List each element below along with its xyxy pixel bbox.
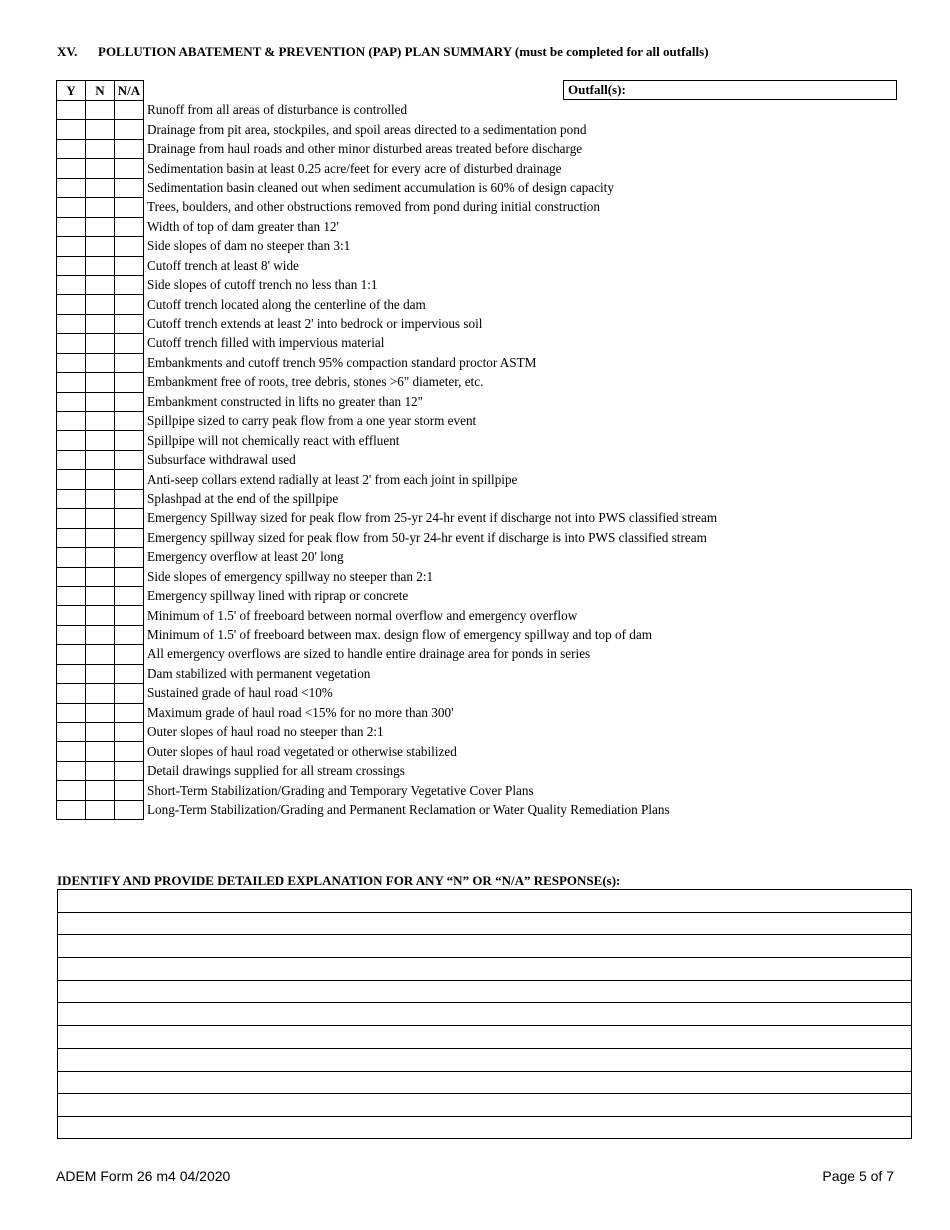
checklist-row [57, 412, 718, 431]
checkbox-no[interactable] [86, 295, 115, 314]
checkbox-na[interactable] [115, 159, 144, 178]
checkbox-no[interactable] [86, 353, 115, 372]
section-heading: POLLUTION ABATEMENT & PREVENTION (PAP) PLAN SUMMARY (must be completed for all outfalls) [98, 44, 709, 59]
checklist-item-label: Minimum of 1.5' of freeboard between max. design flow of emergency spillway and top of dam [147, 627, 652, 643]
checkbox-na[interactable] [115, 489, 144, 508]
checkbox-na[interactable] [115, 373, 144, 392]
checklist-row [57, 489, 718, 508]
checkbox-na[interactable] [115, 139, 144, 158]
checklist-row [57, 509, 718, 528]
checkbox-no[interactable] [86, 373, 115, 392]
checkbox-yes[interactable] [57, 645, 86, 664]
checkbox-yes[interactable] [57, 159, 86, 178]
checklist-item-label: Spillpipe will not chemically react with effluent [147, 432, 400, 448]
checklist-row [57, 450, 718, 469]
checklist-item-label: Minimum of 1.5' of freeboard between normal overflow and emergency overflow [147, 607, 578, 623]
checklist-row [57, 295, 718, 314]
checklist-row [57, 139, 718, 158]
checklist-item-label: Emergency overflow at least 20' long [147, 549, 344, 565]
checkbox-no[interactable] [86, 586, 115, 605]
checklist-row [57, 586, 718, 605]
checkbox-no[interactable] [86, 723, 115, 742]
checkbox-na[interactable] [115, 275, 144, 294]
explanation-line[interactable] [58, 1003, 911, 1026]
checkbox-no[interactable] [86, 684, 115, 703]
checklist-item-label: Drainage from pit area, stockpiles, and spoil areas directed to a sedimentation pond [147, 121, 587, 137]
checklist-item-label: All emergency overflows are sized to handle entire drainage area for ponds in series [147, 646, 591, 662]
explanation-line[interactable] [58, 958, 911, 981]
checkbox-yes[interactable] [57, 139, 86, 158]
checklist-item-label: Side slopes of cutoff trench no less than 1:1 [147, 277, 378, 293]
checkbox-yes[interactable] [57, 412, 86, 431]
checkbox-na[interactable] [115, 412, 144, 431]
checklist-row [57, 703, 718, 722]
checkbox-yes[interactable] [57, 334, 86, 353]
outfall-label: Outfall(s): [568, 82, 626, 97]
checklist-item-label: Detail drawings supplied for all stream crossings [147, 763, 405, 779]
checkbox-no[interactable] [86, 470, 115, 489]
checklist-row [57, 781, 718, 800]
checkbox-no[interactable] [86, 431, 115, 450]
checkbox-yes[interactable] [57, 684, 86, 703]
checkbox-na[interactable] [115, 198, 144, 217]
explanation-line[interactable] [58, 1072, 911, 1095]
checkbox-yes[interactable] [57, 800, 86, 819]
checklist-row [57, 198, 718, 217]
checklist-item-label: Splashpad at the end of the spillpipe [147, 490, 339, 506]
checkbox-yes[interactable] [57, 470, 86, 489]
header-na: N/A [115, 81, 144, 101]
checkbox-yes[interactable] [57, 353, 86, 372]
checkbox-yes[interactable] [57, 392, 86, 411]
explanation-line[interactable] [58, 935, 911, 958]
checklist-row [57, 528, 718, 547]
checkbox-na[interactable] [115, 761, 144, 780]
pap-checklist-table [56, 80, 718, 820]
checkbox-no[interactable] [86, 198, 115, 217]
checkbox-na[interactable] [115, 703, 144, 722]
checkbox-no[interactable] [86, 139, 115, 158]
checkbox-na[interactable] [115, 606, 144, 625]
checkbox-yes[interactable] [57, 664, 86, 683]
checklist-item-label: Long-Term Stabilization/Grading and Permanent Reclamation or Water Quality Remediation Plans [147, 801, 670, 817]
checkbox-yes[interactable] [57, 120, 86, 139]
checkbox-yes[interactable] [57, 314, 86, 333]
checkbox-na[interactable] [115, 664, 144, 683]
checkbox-no[interactable] [86, 548, 115, 567]
checkbox-no[interactable] [86, 509, 115, 528]
checkbox-no[interactable] [86, 761, 115, 780]
checkbox-na[interactable] [115, 742, 144, 761]
explanation-line[interactable] [58, 1094, 911, 1117]
checklist-item-label: Side slopes of emergency spillway no steeper than 2:1 [147, 568, 434, 584]
checkbox-na[interactable] [115, 586, 144, 605]
checklist-row [57, 800, 718, 819]
checklist-item-label: Embankment free of roots, tree debris, stones >6" diameter, etc. [147, 374, 484, 390]
checklist-row [57, 373, 718, 392]
header-yes: Y [57, 81, 86, 101]
checkbox-no[interactable] [86, 159, 115, 178]
checkbox-na[interactable] [115, 684, 144, 703]
explanation-line[interactable] [58, 890, 911, 913]
checklist-row [57, 684, 718, 703]
checkbox-na[interactable] [115, 295, 144, 314]
checkbox-yes[interactable] [57, 586, 86, 605]
checkbox-na[interactable] [115, 392, 144, 411]
checkbox-na[interactable] [115, 509, 144, 528]
checkbox-yes[interactable] [57, 606, 86, 625]
checklist-item-label: Outer slopes of haul road no steeper than 2:1 [147, 724, 384, 740]
checkbox-no[interactable] [86, 800, 115, 819]
checklist-row [57, 392, 718, 411]
checkbox-na[interactable] [115, 548, 144, 567]
checkbox-yes[interactable] [57, 742, 86, 761]
checkbox-no[interactable] [86, 412, 115, 431]
checkbox-yes[interactable] [57, 237, 86, 256]
checklist-item-label: Drainage from haul roads and other minor disturbed areas treated before discharge [147, 141, 583, 157]
checkbox-yes[interactable] [57, 567, 86, 586]
checkbox-yes[interactable] [57, 275, 86, 294]
checklist-row [57, 548, 718, 567]
checklist-item-label: Emergency Spillway sized for peak flow from 25-yr 24-hr event if discharge not into PWS classified stream [147, 510, 718, 526]
checkbox-na[interactable] [115, 781, 144, 800]
checklist-row [57, 237, 718, 256]
checkbox-na[interactable] [115, 120, 144, 139]
checklist-item-label: Spillpipe sized to carry peak flow from a one year storm event [147, 413, 477, 429]
checkbox-no[interactable] [86, 334, 115, 353]
checkbox-yes[interactable] [57, 431, 86, 450]
checklist-item-label: Cutoff trench extends at least 2' into bedrock or impervious soil [147, 316, 483, 332]
checklist-item-label: Sustained grade of haul road <10% [147, 685, 333, 701]
checklist-item-label: Emergency spillway sized for peak flow from 50-yr 24-hr event if discharge is into PWS classified stream [147, 529, 707, 545]
checkbox-na[interactable] [115, 723, 144, 742]
checkbox-yes[interactable] [57, 781, 86, 800]
checkbox-yes[interactable] [57, 528, 86, 547]
section-number: XV. [57, 44, 78, 59]
checklist-row [57, 314, 718, 333]
checkbox-no[interactable] [86, 664, 115, 683]
checkbox-no[interactable] [86, 275, 115, 294]
checklist-row [57, 353, 718, 372]
checklist-item-label: Side slopes of dam no steeper than 3:1 [147, 238, 351, 254]
checkbox-na[interactable] [115, 645, 144, 664]
checklist-row [57, 625, 718, 644]
checkbox-no[interactable] [86, 625, 115, 644]
checkbox-no[interactable] [86, 101, 115, 120]
checklist-row [57, 664, 718, 683]
checklist-item-label: Trees, boulders, and other obstructions removed from pond during initial construction [147, 199, 600, 215]
checkbox-yes[interactable] [57, 509, 86, 528]
checklist-item-label: Width of top of dam greater than 12' [147, 218, 339, 234]
checkbox-yes[interactable] [57, 178, 86, 197]
checkbox-yes[interactable] [57, 548, 86, 567]
checklist-item-label: Outer slopes of haul road vegetated or otherwise stabilized [147, 743, 457, 759]
checkbox-no[interactable] [86, 742, 115, 761]
checklist-row [57, 567, 718, 586]
checklist-item-label: Maximum grade of haul road <15% for no more than 300' [147, 704, 454, 720]
checklist-item-label: Runoff from all areas of disturbance is controlled [147, 102, 408, 118]
checkbox-yes[interactable] [57, 198, 86, 217]
checklist-row [57, 606, 718, 625]
checkbox-na[interactable] [115, 450, 144, 469]
checklist-item-label: Emergency spillway lined with riprap or concrete [147, 588, 409, 604]
checklist-item-label: Cutoff trench located along the centerline of the dam [147, 296, 426, 312]
checklist-item-label: Cutoff trench at least 8' wide [147, 257, 299, 273]
checkbox-yes[interactable] [57, 217, 86, 236]
checklist-row [57, 431, 718, 450]
checkbox-na[interactable] [115, 625, 144, 644]
checkbox-no[interactable] [86, 120, 115, 139]
checkbox-no[interactable] [86, 645, 115, 664]
checkbox-no[interactable] [86, 606, 115, 625]
checkbox-yes[interactable] [57, 256, 86, 275]
checklist-row [57, 159, 718, 178]
checkbox-no[interactable] [86, 489, 115, 508]
checkbox-yes[interactable] [57, 295, 86, 314]
checkbox-no[interactable] [86, 237, 115, 256]
checkbox-yes[interactable] [57, 489, 86, 508]
checkbox-yes[interactable] [57, 625, 86, 644]
header-no: N [86, 81, 115, 101]
checkbox-na[interactable] [115, 431, 144, 450]
checkbox-no[interactable] [86, 703, 115, 722]
checklist-row [57, 217, 718, 236]
checkbox-na[interactable] [115, 800, 144, 819]
checklist-row [57, 723, 718, 742]
checkbox-no[interactable] [86, 567, 115, 586]
checkbox-yes[interactable] [57, 723, 86, 742]
checkbox-na[interactable] [115, 334, 144, 353]
checkbox-na[interactable] [115, 314, 144, 333]
checklist-item-label: Sedimentation basin at least 0.25 acre/feet for every acre of disturbed drainage [147, 160, 562, 176]
checkbox-na[interactable] [115, 528, 144, 547]
checkbox-na[interactable] [115, 101, 144, 120]
checkbox-no[interactable] [86, 392, 115, 411]
checklist-row [57, 120, 718, 139]
section-title [57, 44, 709, 60]
checkbox-no[interactable] [86, 256, 115, 275]
checkbox-yes[interactable] [57, 703, 86, 722]
form-number: ADEM Form 26 m4 04/2020 [56, 1168, 231, 1184]
checklist-item-label: Cutoff trench filled with impervious material [147, 335, 385, 351]
checklist-row [57, 334, 718, 353]
checklist-row [57, 256, 718, 275]
checkbox-na[interactable] [115, 353, 144, 372]
checkbox-na[interactable] [115, 470, 144, 489]
checklist-row [57, 742, 718, 761]
checkbox-no[interactable] [86, 217, 115, 236]
checklist-row [57, 761, 718, 780]
checkbox-na[interactable] [115, 178, 144, 197]
checklist-row [57, 101, 718, 120]
checklist-row [57, 645, 718, 664]
checkbox-no[interactable] [86, 450, 115, 469]
checklist-item-label: Embankments and cutoff trench 95% compaction standard proctor ASTM [147, 354, 537, 370]
checklist-item-label: Sedimentation basin cleaned out when sediment accumulation is 60% of design capacity [147, 179, 614, 195]
checklist-item-label: Anti-seep collars extend radially at least 2' from each joint in spillpipe [147, 471, 518, 487]
explanation-line[interactable] [58, 913, 911, 936]
checkbox-na[interactable] [115, 256, 144, 275]
checkbox-na[interactable] [115, 237, 144, 256]
explanation-line[interactable] [58, 981, 911, 1004]
checklist-row [57, 275, 718, 294]
checkbox-no[interactable] [86, 314, 115, 333]
checkbox-yes[interactable] [57, 101, 86, 120]
explanation-box[interactable] [57, 889, 912, 1139]
checkbox-no[interactable] [86, 178, 115, 197]
explanation-line[interactable] [58, 1049, 911, 1072]
checkbox-yes[interactable] [57, 373, 86, 392]
checkbox-na[interactable] [115, 217, 144, 236]
checklist-row [57, 178, 718, 197]
checklist-item-label: Embankment constructed in lifts no greater than 12" [147, 393, 424, 409]
checkbox-yes[interactable] [57, 761, 86, 780]
explanation-line[interactable] [58, 1026, 911, 1049]
checkbox-no[interactable] [86, 781, 115, 800]
checklist-item-label: Subsurface withdrawal used [147, 452, 296, 468]
page-number: Page 5 of 7 [822, 1168, 894, 1184]
checklist-item-label: Short-Term Stabilization/Grading and Temporary Vegetative Cover Plans [147, 782, 534, 798]
explanation-title: IDENTIFY AND PROVIDE DETAILED EXPLANATION FOR ANY “N” OR “N/A” RESPONSE(s): [57, 873, 621, 888]
checkbox-no[interactable] [86, 528, 115, 547]
checklist-row [57, 470, 718, 489]
checkbox-na[interactable] [115, 567, 144, 586]
explanation-line[interactable] [58, 1117, 911, 1140]
checkbox-yes[interactable] [57, 450, 86, 469]
checklist-item-label: Dam stabilized with permanent vegetation [147, 665, 371, 681]
